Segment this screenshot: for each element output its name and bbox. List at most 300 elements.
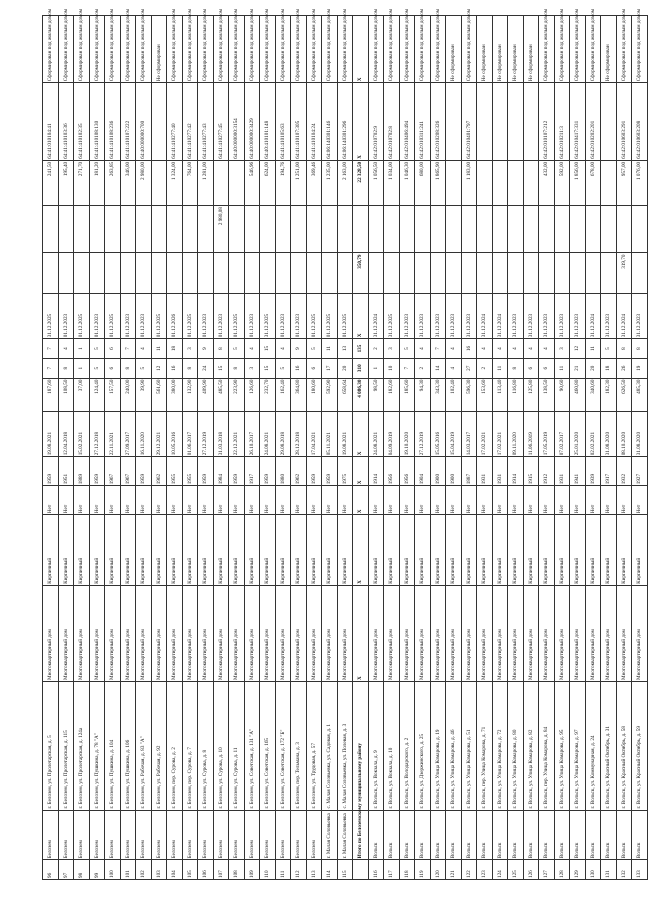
cadastral-number-cell: 64:42:010208:326 (430, 83, 446, 161)
protected-cell: Нет (554, 486, 570, 515)
residents-cell: 6 (105, 339, 121, 359)
recognition-date-cell: 26.10.2017 (244, 412, 260, 457)
settlement-cell: Белозем (275, 810, 291, 860)
cadastral-number-cell: 64:41:410277:45 (213, 83, 229, 161)
term-date-cell: 31.12.2023 (570, 294, 586, 339)
flats-cell: 5 (89, 358, 105, 378)
residents-cell: 11 (151, 339, 167, 359)
settlement-cell: г. Малая Соловьевка (337, 810, 353, 860)
cost-c-cell: 271,70 (74, 160, 90, 205)
cost-b-cell (43, 206, 59, 253)
protected-cell: Х (353, 486, 369, 515)
settlement-cell: Вольск (399, 810, 415, 860)
recognition-date-cell: 10.05.2016 (167, 412, 183, 457)
row-number-cell: 100 (105, 860, 121, 880)
building-type-cell: Многоквартирный дом (446, 585, 462, 681)
protected-cell: Нет (461, 486, 477, 515)
area-cell: 592,90 (322, 378, 338, 412)
address-cell: г. Вольск, ул. Коммунарная, д. 24 (585, 681, 601, 810)
cost-a-cell (492, 253, 508, 294)
cadastral-number-cell: 64:42:010311:241 (415, 83, 431, 161)
land-status-cell: Не сформирован (151, 16, 167, 83)
land-status-cell: Сформирован под жилым домом (585, 16, 601, 83)
recognition-date-cell: 31.08.2020 (632, 412, 648, 457)
cost-b-cell (136, 206, 152, 253)
building-type-cell: Многоквартирный дом (554, 585, 570, 681)
protected-cell: Нет (182, 486, 198, 515)
residents-cell: 16 (461, 339, 477, 359)
area-cell: 125,80 (523, 378, 539, 412)
building-type-cell: Многоквартирный дом (167, 585, 183, 681)
protected-cell: Нет (275, 486, 291, 515)
cost-a-cell (430, 253, 446, 294)
building-type-cell: Многоквартирный дом (601, 585, 617, 681)
land-status-cell: Сформирован под жилым домом (430, 16, 446, 83)
wall-material-cell: Кирпичный (182, 515, 198, 586)
row-number-cell: 128 (554, 860, 570, 880)
residents-cell: 2 (368, 339, 384, 359)
term-date-cell: 31.12.2023 (430, 294, 446, 339)
recognition-date-cell: 15.02.2021 (74, 412, 90, 457)
settlement-cell: Белозем (167, 810, 183, 860)
flats-cell: 12 (151, 358, 167, 378)
protected-cell: Нет (337, 486, 353, 515)
year-built-cell: 1889 (74, 457, 90, 486)
table-row (322, 16, 338, 880)
recognition-date-cell: 04.09.2019 (384, 412, 400, 457)
residents-cell: 3 (384, 339, 400, 359)
cost-b-cell (554, 206, 570, 253)
building-type-cell: Многоквартирный дом (151, 585, 167, 681)
area-cell: 364,80 (291, 378, 307, 412)
row-number-cell: 116 (368, 860, 384, 880)
term-date-cell: 01.12.2023 (58, 294, 74, 339)
recognition-date-cell: 27.12.2019 (198, 412, 214, 457)
protected-cell: Нет (74, 486, 90, 515)
table-row (539, 16, 555, 880)
cost-b-cell (616, 206, 632, 253)
protected-cell: Нет (198, 486, 214, 515)
settlement-cell: Белозем (198, 810, 214, 860)
row-number-cell: 113 (306, 860, 322, 880)
settlement-cell: Вольск (430, 810, 446, 860)
address-cell: г. Вольск, пер. Улица Комарова, д. 84 (539, 681, 555, 810)
row-number-cell: 118 (399, 860, 415, 880)
protected-cell: Нет (244, 486, 260, 515)
cost-a-cell (399, 253, 415, 294)
address-cell: г. Белозем, ул. Рабочая, д. 92 (151, 681, 167, 810)
flats-cell: 21 (570, 358, 586, 378)
flats-cell: 1 (74, 358, 90, 378)
protected-cell: Нет (492, 486, 508, 515)
land-status-cell: Сформирован под жилым домом (554, 16, 570, 83)
flats-cell: 8 (120, 358, 136, 378)
address-cell: г. Вольск, ул. Красный Октябрь, д. 31 (601, 681, 617, 810)
cost-a-cell (337, 253, 353, 294)
building-type-cell: Многоквартирный дом (430, 585, 446, 681)
protected-cell: Нет (105, 486, 121, 515)
recognition-date-cell: 01.06.2017 (182, 412, 198, 457)
building-type-cell: Многоквартирный дом (632, 585, 648, 681)
address-cell: г. Белозем, ул. Сурова, д. 10 (213, 681, 229, 810)
building-type-cell: Многоквартирный дом (43, 585, 59, 681)
residents-cell: 13 (337, 339, 353, 359)
year-built-cell: 1932 (616, 457, 632, 486)
area-cell: 340,60 (585, 378, 601, 412)
residents-cell: 3 (182, 339, 198, 359)
cost-c-cell: 432,00 (539, 160, 555, 205)
residents-cell: 5 (89, 339, 105, 359)
cadastral-number-cell: 64:41:410277:40 (167, 83, 183, 161)
protected-cell: Нет (136, 486, 152, 515)
land-status-cell: Сформирован под жилым домом (260, 16, 276, 83)
cost-c-cell (601, 160, 617, 205)
cost-a-cell (384, 253, 400, 294)
cost-b-cell (477, 206, 493, 253)
settlement-cell: г. Малая Соловьевка (322, 810, 338, 860)
recognition-date-cell: 31.03.2018 (213, 412, 229, 457)
row-number-cell: 104 (167, 860, 183, 880)
cost-c-cell: 22 328,50 (353, 160, 369, 205)
row-number-cell: 122 (461, 860, 477, 880)
settlement-cell: Белозем (58, 810, 74, 860)
cadastral-number-cell: 64:41:410107:222 (120, 83, 136, 161)
term-date-cell: 31.12.2024 (368, 294, 384, 339)
protected-cell: Нет (632, 486, 648, 515)
flats-cell: 27 (461, 358, 477, 378)
row-number-cell: 123 (477, 860, 493, 880)
cadastral-number-cell (151, 83, 167, 161)
table-row (229, 16, 245, 880)
area-cell: 153,60 (477, 378, 493, 412)
year-built-cell: 1959 (229, 457, 245, 486)
year-built-cell: 1956 (399, 457, 415, 486)
row-number-cell: 103 (151, 860, 167, 880)
land-status-cell: Сформирован под жилым домом (384, 16, 400, 83)
building-type-cell: Многоквартирный дом (198, 585, 214, 681)
settlement-cell: Вольск (632, 810, 648, 860)
table-row (554, 16, 570, 880)
cost-a-cell (461, 253, 477, 294)
recognition-date-cell: 29.12.2021 (151, 412, 167, 457)
table-row (384, 16, 400, 880)
row-number-cell: 105 (182, 860, 198, 880)
protected-cell: Нет (306, 486, 322, 515)
address-cell: г. Белозем, ул. Пушкина, д. 106 (120, 681, 136, 810)
table-row (368, 16, 384, 880)
wall-material-cell: Кирпичный (229, 515, 245, 586)
recognition-date-cell: 12.04.2018 (58, 412, 74, 457)
cost-c-cell: 678,00 (585, 160, 601, 205)
address-cell: с. Малая Соловьевка, ул. Полевая, д. 3 (337, 681, 353, 810)
row-number-cell: 96 (43, 860, 59, 880)
land-status-cell: Сформирован под жилым домом (306, 16, 322, 83)
term-date-cell: Х (353, 294, 369, 339)
flats-cell: 26 (616, 358, 632, 378)
area-cell: 187,60 (43, 378, 59, 412)
cost-c-cell: 764,00 (182, 160, 198, 205)
area-cell: 485,50 (213, 378, 229, 412)
wall-material-cell: Кирпичный (58, 515, 74, 586)
flats-cell: 8 (58, 358, 74, 378)
area-cell: 98,50 (368, 378, 384, 412)
cost-c-cell (446, 160, 462, 205)
residents-cell: 4 (508, 339, 524, 359)
term-date-cell: 01.12.2025 (306, 294, 322, 339)
residents-cell: 11 (585, 339, 601, 359)
term-date-cell: 01.12.2025 (182, 294, 198, 339)
building-type-cell: Многоквартирный дом (492, 585, 508, 681)
address-cell: г. Вольск, ул. Улица Комарова, д. 46 (446, 681, 462, 810)
address-cell: г. Вольск, ул. Улица Комарова, д. 51 (461, 681, 477, 810)
cost-b-cell (585, 206, 601, 253)
area-cell: 182,30 (601, 378, 617, 412)
area-cell: 240,00 (120, 378, 136, 412)
address-cell: г. Вольск, ул. Улица Комарова, д. 95 (554, 681, 570, 810)
term-date-cell: 31.12.2023 (539, 294, 555, 339)
land-status-cell: Сформирован под жилым домом (136, 16, 152, 83)
year-built-cell: 1959 (306, 457, 322, 486)
table-row (136, 16, 152, 880)
cost-a-cell (136, 253, 152, 294)
cadastral-number-cell: 64:42:010202:201 (585, 83, 601, 161)
address-cell: г. Белозем, ул. Рабочая, д. 83 "А" (136, 681, 152, 810)
residents-cell: 4 (492, 339, 508, 359)
area-cell: 102,40 (446, 378, 462, 412)
address-cell: г. Вольск, ул. Дзержинского, д. 25 (415, 681, 431, 810)
residents-cell: 4 (477, 339, 493, 359)
wall-material-cell: Кирпичный (306, 515, 322, 586)
settlement-cell: Вольск (554, 810, 570, 860)
address-cell: с. Малая Соловьевка, ул. Садовая, д. 1 (322, 681, 338, 810)
cost-c-cell: 181,20 (89, 160, 105, 205)
wall-material-cell: Кирпичный (446, 515, 462, 586)
cost-b-cell (492, 206, 508, 253)
address-cell: г. Вольск, ул. Улица Комарова, д. 82 (523, 681, 539, 810)
row-number-cell: 97 (58, 860, 74, 880)
cost-c-cell: 1 251,00 (291, 160, 307, 205)
cost-a-cell (167, 253, 183, 294)
residents-cell: 8 (616, 339, 632, 359)
year-built-cell: 1962 (151, 457, 167, 486)
cost-b-cell (306, 206, 322, 253)
wall-material-cell: Кирпичный (585, 515, 601, 586)
building-type-cell: Многоквартирный дом (508, 585, 524, 681)
building-type-cell: Многоквартирный дом (322, 585, 338, 681)
settlement-cell: Вольск (570, 810, 586, 860)
area-cell: 113,40 (492, 378, 508, 412)
year-built-cell: 1959 (322, 457, 338, 486)
cost-a-cell (291, 253, 307, 294)
recognition-date-cell: 19.10.2020 (399, 412, 415, 457)
flats-cell: 6 (539, 358, 555, 378)
wall-material-cell: Кирпичный (198, 515, 214, 586)
cadastral-number-cell: 64:40:000000:3154 (229, 83, 245, 161)
cost-a-cell (601, 253, 617, 294)
protected-cell: Нет (601, 486, 617, 515)
table-row (523, 16, 539, 880)
flats-cell: 8 (229, 358, 245, 378)
term-date-cell: 01.12.2023 (198, 294, 214, 339)
building-type-cell: Многоквартирный дом (415, 585, 431, 681)
cost-a-cell (322, 253, 338, 294)
term-date-cell: 31.12.2023 (415, 294, 431, 339)
residents-cell: 4 (275, 339, 291, 359)
cost-c-cell (508, 160, 524, 205)
table-row (337, 16, 353, 880)
cadastral-number-cell: 64:42:010401:797 (461, 83, 477, 161)
cost-a-cell (74, 253, 90, 294)
cost-a-cell (89, 253, 105, 294)
row-number-cell: 117 (384, 860, 400, 880)
address-cell: г. Вольск, ул. Улица Комарова, д. 19 (430, 681, 446, 810)
settlement-cell: Вольск (415, 810, 431, 860)
table-row (415, 16, 431, 880)
protected-cell: Нет (523, 486, 539, 515)
year-built-cell: 1955 (167, 457, 183, 486)
settlement-cell: Вольск (477, 810, 493, 860)
table-row (105, 16, 121, 880)
settlement-cell: Вольск (616, 810, 632, 860)
cost-c-cell: 346,00 (120, 160, 136, 205)
cost-a-cell: 350,79 (353, 253, 369, 294)
cost-a-cell (229, 253, 245, 294)
year-built-cell: 1962 (291, 457, 307, 486)
year-built-cell: 1931 (477, 457, 493, 486)
settlement-cell: Вольск (601, 810, 617, 860)
cost-b-cell (415, 206, 431, 253)
cost-b-cell (632, 206, 648, 253)
cost-b-cell (89, 206, 105, 253)
cost-c-cell: 241,50 (43, 160, 59, 205)
row-number-cell: 106 (198, 860, 214, 880)
recognition-date-cell: 17.05.2019 (539, 412, 555, 457)
row-number-cell: 129 (570, 860, 586, 880)
protected-cell: Нет (260, 486, 276, 515)
residents-cell: 5 (229, 339, 245, 359)
wall-material-cell: Кирпичный (244, 515, 260, 586)
settlement-cell: Белозем (89, 810, 105, 860)
wall-material-cell: Кирпичный (322, 515, 338, 586)
land-status-cell: Сформирован под жилым домом (291, 16, 307, 83)
row-number-cell: 126 (523, 860, 539, 880)
cost-a-cell (539, 253, 555, 294)
wall-material-cell: Кирпичный (167, 515, 183, 586)
land-status-cell: Сформирован под жилым домом (74, 16, 90, 83)
cost-a-cell (570, 253, 586, 294)
settlement-cell: Белозем (105, 810, 121, 860)
term-date-cell: 31.12.2023 (446, 294, 462, 339)
area-cell: 157,50 (105, 378, 121, 412)
cost-a-cell (58, 253, 74, 294)
area-cell: 626,50 (616, 378, 632, 412)
term-date-cell: 01.12.2023 (89, 294, 105, 339)
cost-a-cell (446, 253, 462, 294)
cost-b-cell (539, 206, 555, 253)
term-date-cell: 31.12.2023 (554, 294, 570, 339)
land-status-cell: Сформирован под жилым домом (616, 16, 632, 83)
cost-a-cell (554, 253, 570, 294)
flats-cell: 16 (291, 358, 307, 378)
area-cell: 132,90 (182, 378, 198, 412)
cadastral-number-cell: 64:42:010211:3 (554, 83, 570, 161)
settlement-cell: Вольск (368, 810, 384, 860)
cost-b-cell (446, 206, 462, 253)
land-status-cell: Сформирован под жилым домом (167, 16, 183, 83)
residents-cell: 4 (58, 339, 74, 359)
cost-c-cell: 263,85 (105, 160, 121, 205)
address-cell: г. Белозем, ул. Советская, д. 131 "А" (244, 681, 260, 810)
flats-cell: 8 (508, 358, 524, 378)
residents-cell: 4 (415, 339, 431, 359)
residents-cell: 8 (632, 339, 648, 359)
table-row (291, 16, 307, 880)
flats-cell: 7 (399, 358, 415, 378)
area-cell: 162,40 (275, 378, 291, 412)
land-status-cell: Сформирован под жилым домом (539, 16, 555, 83)
settlement-cell: Белозем (151, 810, 167, 860)
term-date-cell: 01.12.2023 (120, 294, 136, 339)
building-type-cell: Многоквартирный дом (523, 585, 539, 681)
cost-b-cell (601, 206, 617, 253)
recognition-date-cell: 17.04.2021 (306, 412, 322, 457)
year-built-cell: 1939 (585, 457, 601, 486)
land-status-cell: Сформирован под жилым домом (43, 16, 59, 83)
cost-b-cell (260, 206, 276, 253)
table-body (43, 8, 648, 880)
area-cell: 460,80 (570, 378, 586, 412)
protected-cell: Нет (585, 486, 601, 515)
settlement-cell: Белозем (244, 810, 260, 860)
wall-material-cell: Кирпичный (120, 515, 136, 586)
building-type-cell: Многоквартирный дом (337, 585, 353, 681)
building-type-cell: Многоквартирный дом (306, 585, 322, 681)
year-built-cell: 1984 (213, 457, 229, 486)
flats-cell: 15 (213, 358, 229, 378)
year-built-cell: 1959 (198, 457, 214, 486)
term-date-cell: 01.12.2025 (151, 294, 167, 339)
term-date-cell: 01.12.2023 (291, 294, 307, 339)
cadastral-number-cell: 64:41:410108:236 (105, 83, 121, 161)
recognition-date-cell: 08.10.2020 (616, 412, 632, 457)
residents-cell: 7 (120, 339, 136, 359)
building-type-cell: Многоквартирный дом (368, 585, 384, 681)
address-cell: г. Белозем, ул. Советская, д. 172 "Б" (275, 681, 291, 810)
flats-cell: 6 (105, 358, 121, 378)
area-cell: 343,30 (430, 378, 446, 412)
row-number-cell: 127 (539, 860, 555, 880)
cadastral-number-cell (508, 83, 524, 161)
cost-b-cell (322, 206, 338, 253)
term-date-cell: 31.12.2024 (477, 294, 493, 339)
wall-material-cell: Кирпичный (260, 515, 276, 586)
flats-cell: 10 (384, 358, 400, 378)
building-type-cell: Многоквартирный дом (58, 585, 74, 681)
cost-b-cell (384, 206, 400, 253)
row-number-cell: 107 (213, 860, 229, 880)
cost-a-cell (477, 253, 493, 294)
address-cell: г. Белозем, ул. Пролетарская, д. 115 (58, 681, 74, 810)
year-built-cell: 1959 (136, 457, 152, 486)
settlement-cell: Вольск (539, 810, 555, 860)
area-cell: 223,90 (229, 378, 245, 412)
cost-c-cell: 1 076,00 (632, 160, 648, 205)
cadastral-number-cell: 64:40:410101:148 (260, 83, 276, 161)
wall-material-cell: Кирпичный (477, 515, 493, 586)
address-cell: г. Белозем, пер. Сурова, д. 7 (182, 681, 198, 810)
recognition-date-cell: 17.02.2021 (492, 412, 508, 457)
cadastral-number-cell: 64:42:010406:494 (399, 83, 415, 161)
